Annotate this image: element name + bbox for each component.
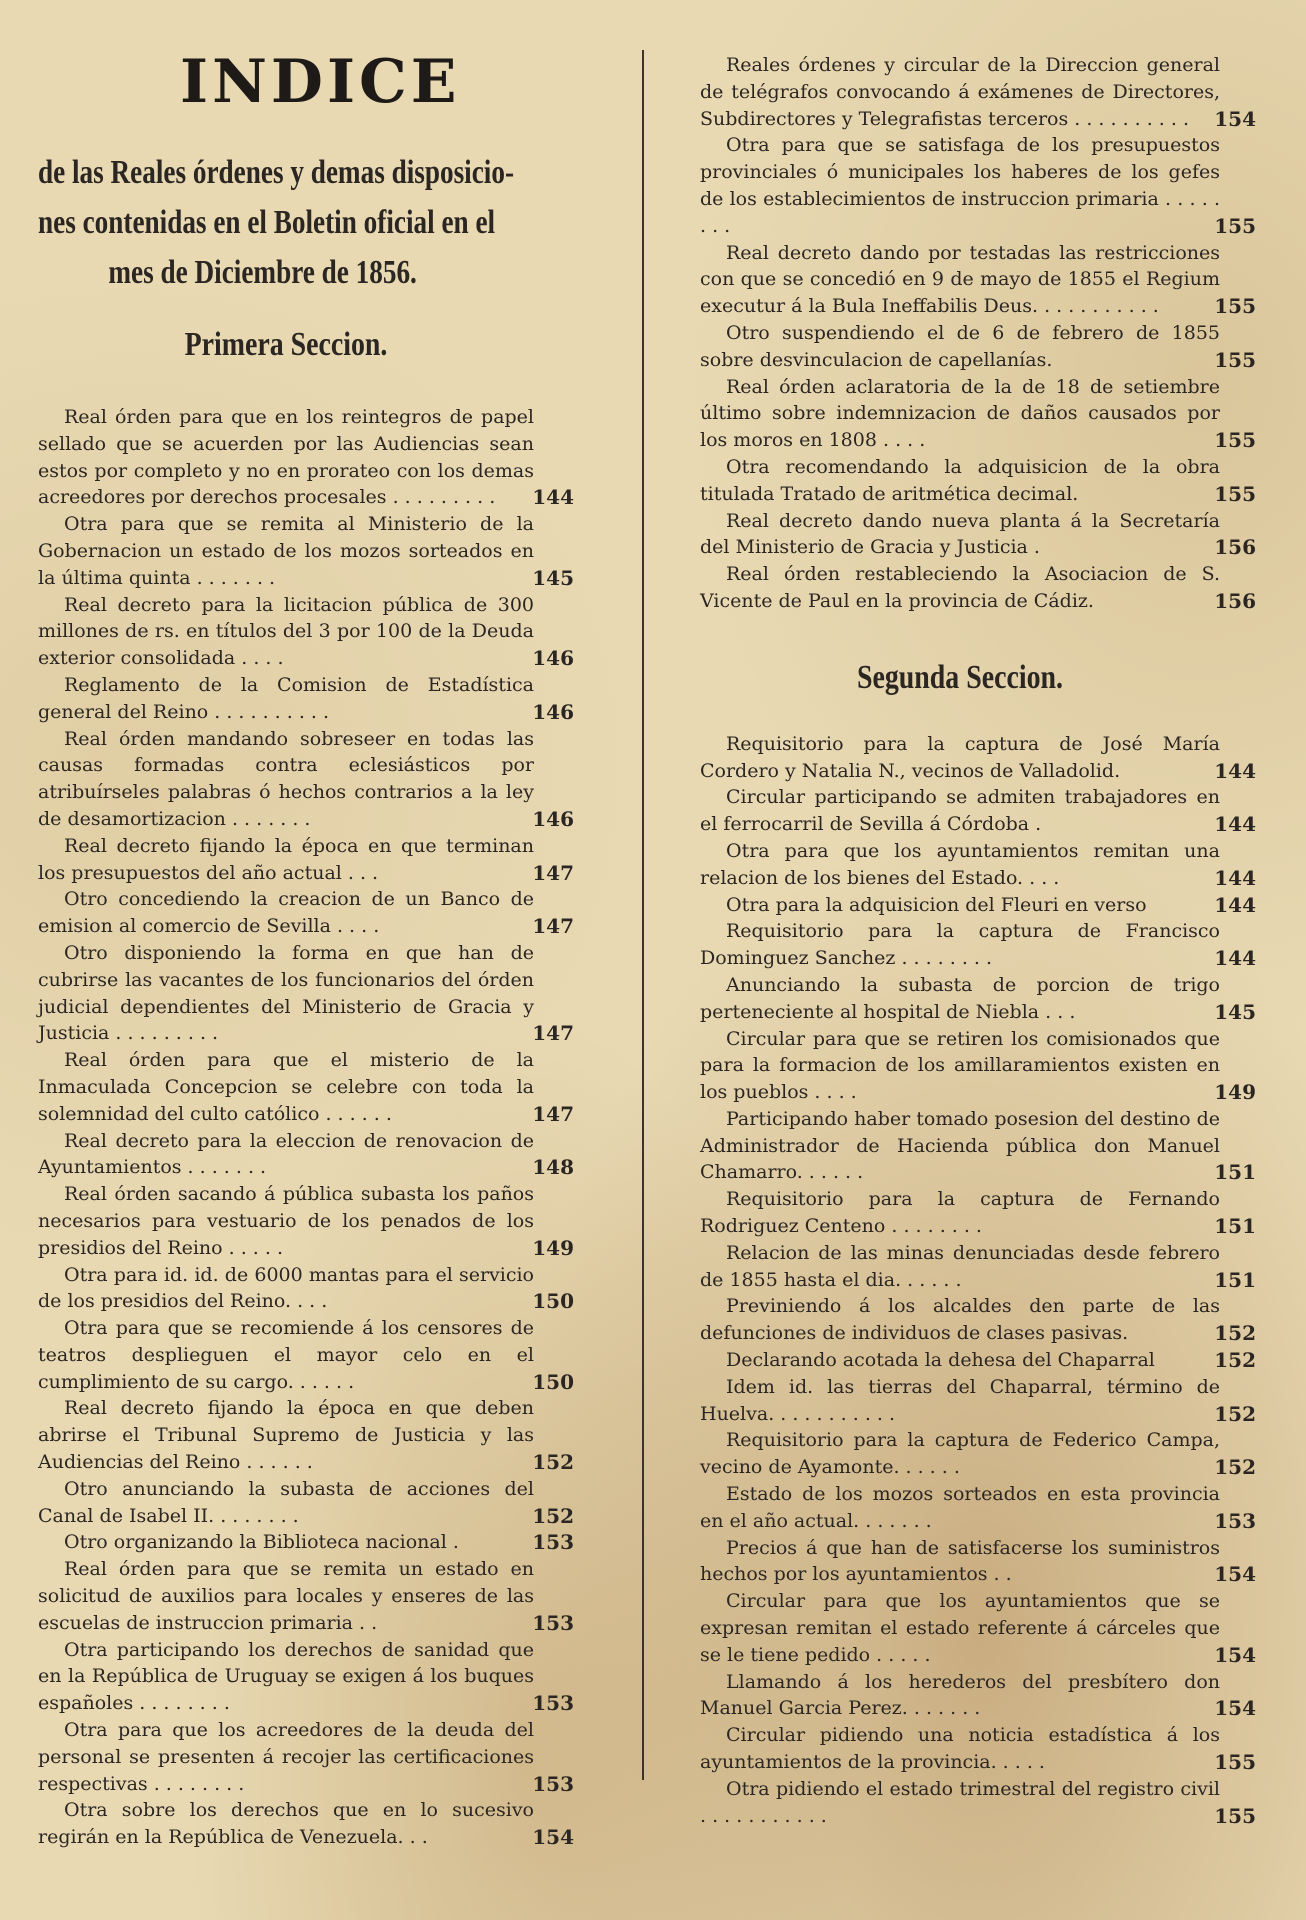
page-number: 148 — [532, 1155, 574, 1180]
entry-text: Requisitorio para la captura de José María Cordero y Natalia N., vecinos de Valladolid. — [700, 732, 1220, 782]
primera-entry-list — [38, 404, 574, 1851]
entry-text: Otra para que se satisfaga de los presupuestos provinciales ó municipales los haberes de los gefes de los establecimientos de instruccion primaria . . . . . . . . — [700, 134, 1220, 237]
index-entry — [700, 1669, 1256, 1723]
subtitle-line-3: mes de Diciembre de 1856. — [108, 254, 417, 291]
entry-text: Real órden sacando á pública subasta los paños necesarios para vestuario de los penados de los presidios del Reino . . . . . — [38, 1183, 534, 1259]
page-number: 144 — [1214, 758, 1256, 783]
page-number: 155 — [1214, 347, 1256, 372]
entry-text: Otra para que se recomiende á los censores de teatros desplieguen el mayor celo en el cumplimiento de su cargo. . . . . . — [38, 1317, 534, 1393]
entry-text: Real decreto para la eleccion de renovacion de Ayuntamientos . . . . . . . — [38, 1129, 534, 1179]
page-number: 144 — [1214, 812, 1256, 837]
entry-text: Llamando á los herederos del presbítero don Manuel Garcia Perez. . . . . . . — [700, 1670, 1220, 1720]
entry-text: Real órden aclaratoria de la de 18 de setiembre último sobre indemnizacion de daños causados por los moros en 1808 . . . . — [700, 375, 1220, 452]
segunda-entry-list — [700, 731, 1256, 1830]
left-column — [38, 0, 574, 1851]
index-entry — [700, 132, 1256, 239]
page-number: 156 — [1214, 588, 1256, 613]
index-entry — [38, 1556, 574, 1636]
index-entry — [700, 1722, 1256, 1776]
page-number: 146 — [532, 646, 574, 671]
entry-text: Otra sobre los derechos que en lo sucesivo regirán en la República de Venezuela. . . — [38, 1799, 534, 1849]
page-number: 155 — [1214, 213, 1256, 238]
entry-text: Otra pidiendo el estado trimestral del registro civil . . . . . . . . . . . — [700, 1777, 1220, 1827]
index-entry — [38, 1797, 574, 1851]
index-entry — [38, 592, 574, 672]
index-entry — [700, 1427, 1256, 1481]
page-number: 152 — [1214, 1348, 1256, 1373]
page-number: 152 — [532, 1450, 574, 1475]
entry-text: Otra para que se remita al Ministerio de la Gobernacion un estado de los mozos sorteados en la última quinta . . . . . . . — [38, 513, 534, 589]
entry-text: Precios á que han de satisfacerse los suministros hechos por los ayuntamientos . . — [700, 1536, 1220, 1586]
section-heading-segunda: Segunda Seccion. — [856, 658, 1064, 696]
page-number: 144 — [1214, 865, 1256, 890]
page-number: 151 — [1214, 1214, 1256, 1239]
page-number: 146 — [532, 806, 574, 831]
page-number: 150 — [532, 1369, 574, 1394]
entry-text: Real órden restableciendo la Asociacion de S. Vicente de Paul en la provincia de Cádiz. — [700, 563, 1220, 612]
entry-text: Circular para que se retiren los comisionados que para la formacion de los amillaramientos existen en los pueblos . . . . — [700, 1027, 1220, 1104]
entry-text: Otro suspendiendo el de 6 de febrero de 1855 sobre desvinculacion de capellanías. — [700, 321, 1220, 371]
entry-text: Real decreto fijando la época en que deben abrirse el Tribunal Supremo de Justicia y las Audiencias del Reino . . . . . . — [38, 1397, 534, 1474]
page-number: 153 — [532, 1691, 574, 1716]
entry-text: Relacion de las minas denunciadas desde febrero de 1855 hasta el dia. . . . . . — [700, 1241, 1220, 1291]
index-entry — [38, 1262, 574, 1316]
index-entry — [38, 404, 574, 511]
index-entry — [38, 1315, 574, 1395]
index-entry — [38, 1181, 574, 1261]
index-entry — [38, 1395, 574, 1475]
entry-text: Circular pidiendo una noticia estadística á los ayuntamientos de la provincia. . . . . — [700, 1724, 1220, 1774]
page-number: 145 — [532, 565, 574, 590]
index-entry — [38, 1047, 574, 1127]
index-entry — [700, 1106, 1256, 1186]
page-number: 154 — [1214, 106, 1256, 131]
page-number: 144 — [1214, 946, 1256, 971]
page-number: 154 — [1214, 1642, 1256, 1667]
index-entry — [700, 1186, 1256, 1240]
page-number: 155 — [1214, 294, 1256, 319]
entry-text: Previniendo á los alcaldes den parte de las defunciones de individuos de clases pasivas. — [700, 1295, 1220, 1345]
entry-text: Participando haber tomado posesion del destino de Administrador de Hacienda pública don Manuel Chamarro. . . . . . — [700, 1107, 1220, 1184]
entry-text: Real órden mandando sobreseer en todas las causas formadas contra eclesiásticos por atribuírseles palabras ó hechos contrarios a la ley de desamortizacion . . . . . . . — [38, 727, 534, 830]
entry-text: Anunciando la subasta de porcion de trigo perteneciente al hospital de Niebla . . . — [700, 973, 1220, 1023]
page-number: 156 — [1214, 535, 1256, 560]
index-entry — [38, 511, 574, 591]
entry-text: Real órden para que el misterio de la Inmaculada Concepcion se celebre con toda la solemnidad del culto católico . . . . . . — [38, 1049, 534, 1125]
page-number: 152 — [532, 1503, 574, 1528]
entry-text: Otro concediendo la creacion de un Banco de emision al comercio de Sevilla . . . . — [38, 888, 534, 938]
page-number: 152 — [1214, 1321, 1256, 1346]
index-entry — [700, 918, 1256, 972]
index-entry — [700, 1535, 1256, 1589]
entry-text: Otro organizando la Biblioteca nacional . — [64, 1531, 459, 1554]
subtitle — [38, 148, 534, 298]
index-entry — [700, 52, 1256, 132]
index-entry — [38, 1637, 574, 1717]
index-entry — [700, 374, 1256, 454]
entry-text: Otro anunciando la subasta de acciones del Canal de Isabel II. . . . . . . . — [38, 1477, 534, 1527]
page-number: 154 — [532, 1825, 574, 1850]
index-entry — [38, 1476, 574, 1530]
page-number: 153 — [532, 1771, 574, 1796]
index-entry — [700, 454, 1256, 508]
page-number: 152 — [1214, 1455, 1256, 1480]
index-entry — [38, 1529, 574, 1556]
page-number: 146 — [532, 699, 574, 724]
column-divider — [642, 50, 644, 1780]
subtitle-line-1: de las Reales órdenes y demas disposicio- — [38, 154, 514, 191]
entry-text: Reglamento de la Comision de Estadística general del Reino . . . . . . . . . . — [38, 673, 534, 723]
entry-text: Otra recomendando la adquisicion de la obra titulada Tratado de aritmética decimal. — [700, 455, 1220, 505]
page-number: 147 — [532, 860, 574, 885]
entry-text: Otra participando los derechos de sanidad que en la República de Uruguay se exigen á los buques españoles . . . . . . . . — [38, 1638, 534, 1715]
index-entry — [700, 1776, 1256, 1830]
entry-text: Otra para que los ayuntamientos remitan una relacion de los bienes del Estado. . . . — [700, 839, 1220, 889]
page-number: 154 — [1214, 1562, 1256, 1587]
index-entry — [700, 838, 1256, 892]
page-number: 147 — [532, 1021, 574, 1046]
entry-text: Estado de los mozos sorteados en esta provincia en el año actual. . . . . . . — [700, 1483, 1220, 1532]
entry-text: Real órden para que en los reintegros de papel sellado que se acuerden por las Audiencias sean estos por completo y no en prorateo con los demas acreedores por derechos procesales . . . . . . . . . — [38, 406, 534, 509]
index-entry — [700, 1588, 1256, 1668]
page-number: 154 — [1214, 1696, 1256, 1721]
index-entry — [38, 1128, 574, 1182]
index-entry — [700, 240, 1256, 320]
entry-text: Real decreto dando por testadas las restricciones con que se concedió en 9 de mayo de 1855 el Regium executur á la Bula Ineffabilis Deus. . . . . . . . . . . — [700, 241, 1220, 318]
entry-text: Requisitorio para la captura de Francisco Dominguez Sanchez . . . . . . . . — [700, 920, 1220, 970]
page-number: 155 — [1214, 428, 1256, 453]
page-number: 155 — [1214, 481, 1256, 506]
page-number: 153 — [532, 1610, 574, 1635]
page-number: 155 — [1214, 1803, 1256, 1828]
entry-text: Declarando acotada la dehesa del Chaparral — [726, 1349, 1155, 1372]
entry-text: Requisitorio para la captura de Fernando Rodriguez Centeno . . . . . . . . — [700, 1188, 1220, 1238]
index-entry — [700, 561, 1256, 615]
entry-text: Requisitorio para la captura de Federico Campa, vecino de Ayamonte. . . . . . — [700, 1429, 1220, 1479]
entry-text: Otra para la adquisicion del Fleuri en verso — [726, 893, 1147, 916]
entry-text: Real decreto fijando la época en que terminan los presupuestos del año actual . . . — [38, 834, 534, 884]
index-entry — [700, 1240, 1256, 1294]
index-entry — [700, 508, 1256, 562]
page-number: 150 — [532, 1289, 574, 1314]
entry-text: Circular participando se admiten trabajadores en el ferrocarril de Sevilla á Córdoba . — [700, 786, 1220, 836]
index-entry — [700, 892, 1256, 919]
subtitle-line-2: nes contenidas en el Boletin oficial en el — [38, 204, 496, 241]
entry-text: Otra para que los acreedores de la deuda del personal se presenten á recojer las certificaciones respectivas . . . . . . . . — [38, 1719, 534, 1795]
index-entry — [38, 886, 574, 940]
page-number: 145 — [1214, 999, 1256, 1024]
index-entry — [38, 1717, 574, 1797]
index-entry — [38, 833, 574, 887]
entry-text: Otra para id. id. de 6000 mantas para el servicio de los presidios del Reino. . . . — [38, 1263, 534, 1313]
index-entry — [38, 726, 574, 833]
section-heading-primera: Primera Seccion. — [184, 326, 388, 363]
page-number: 153 — [1214, 1508, 1256, 1533]
index-entry — [700, 1026, 1256, 1106]
index-entry — [700, 784, 1256, 838]
index-title: INDICE — [180, 47, 461, 117]
page-number: 152 — [1214, 1401, 1256, 1426]
index-entry — [700, 731, 1256, 785]
page-number: 144 — [1214, 892, 1256, 917]
index-entry — [700, 1293, 1256, 1347]
page-number: 151 — [1214, 1267, 1256, 1292]
page-number: 155 — [1214, 1750, 1256, 1775]
index-entry — [700, 320, 1256, 374]
page-number: 147 — [532, 1101, 574, 1126]
index-entry — [700, 1481, 1256, 1535]
index-entry — [38, 672, 574, 726]
entry-text: Real órden para que se remita un estado en solicitud de auxilios para locales y enseres de las escuelas de instruccion primaria . . — [38, 1558, 534, 1634]
entry-text: Reales órdenes y circular de la Direccion general de telégrafos convocando á exámenes de Directores, Subdirectores y Telegrafistas terceros . . . . . . . . . . — [700, 54, 1220, 130]
index-entry — [38, 940, 574, 1047]
page-number: 147 — [532, 914, 574, 939]
entry-text: Real decreto dando nueva planta á la Secretaría del Ministerio de Gracia y Justicia . — [700, 509, 1220, 559]
page-number: 144 — [532, 485, 574, 510]
page-number: 151 — [1214, 1160, 1256, 1185]
entry-text: Circular para que los ayuntamientos que se expresan remitan el estado referente á cárceles que se le tiene pedido . . . . . — [700, 1590, 1220, 1666]
page-number: 149 — [1214, 1080, 1256, 1105]
entry-text: Real decreto para la licitacion pública de 300 millones de rs. en títulos del 3 por 100 de la Deuda exterior consolidada . . . . — [38, 593, 534, 670]
index-entry — [700, 1374, 1256, 1428]
entry-text: Idem id. las tierras del Chaparral, término de Huelva. . . . . . . . . . . — [700, 1375, 1220, 1425]
page-number: 153 — [532, 1530, 574, 1555]
index-entry — [700, 1347, 1256, 1374]
entry-text: Otro disponiendo la forma en que han de cubrirse las vacantes de los funcionarios del órden judicial dependientes del Ministerio de Gracia y Justicia . . . . . . . . . — [38, 941, 534, 1045]
primera-cont-entry-list — [700, 52, 1256, 615]
right-column — [700, 52, 1256, 1829]
page-number: 149 — [532, 1235, 574, 1260]
index-entry — [700, 972, 1256, 1026]
